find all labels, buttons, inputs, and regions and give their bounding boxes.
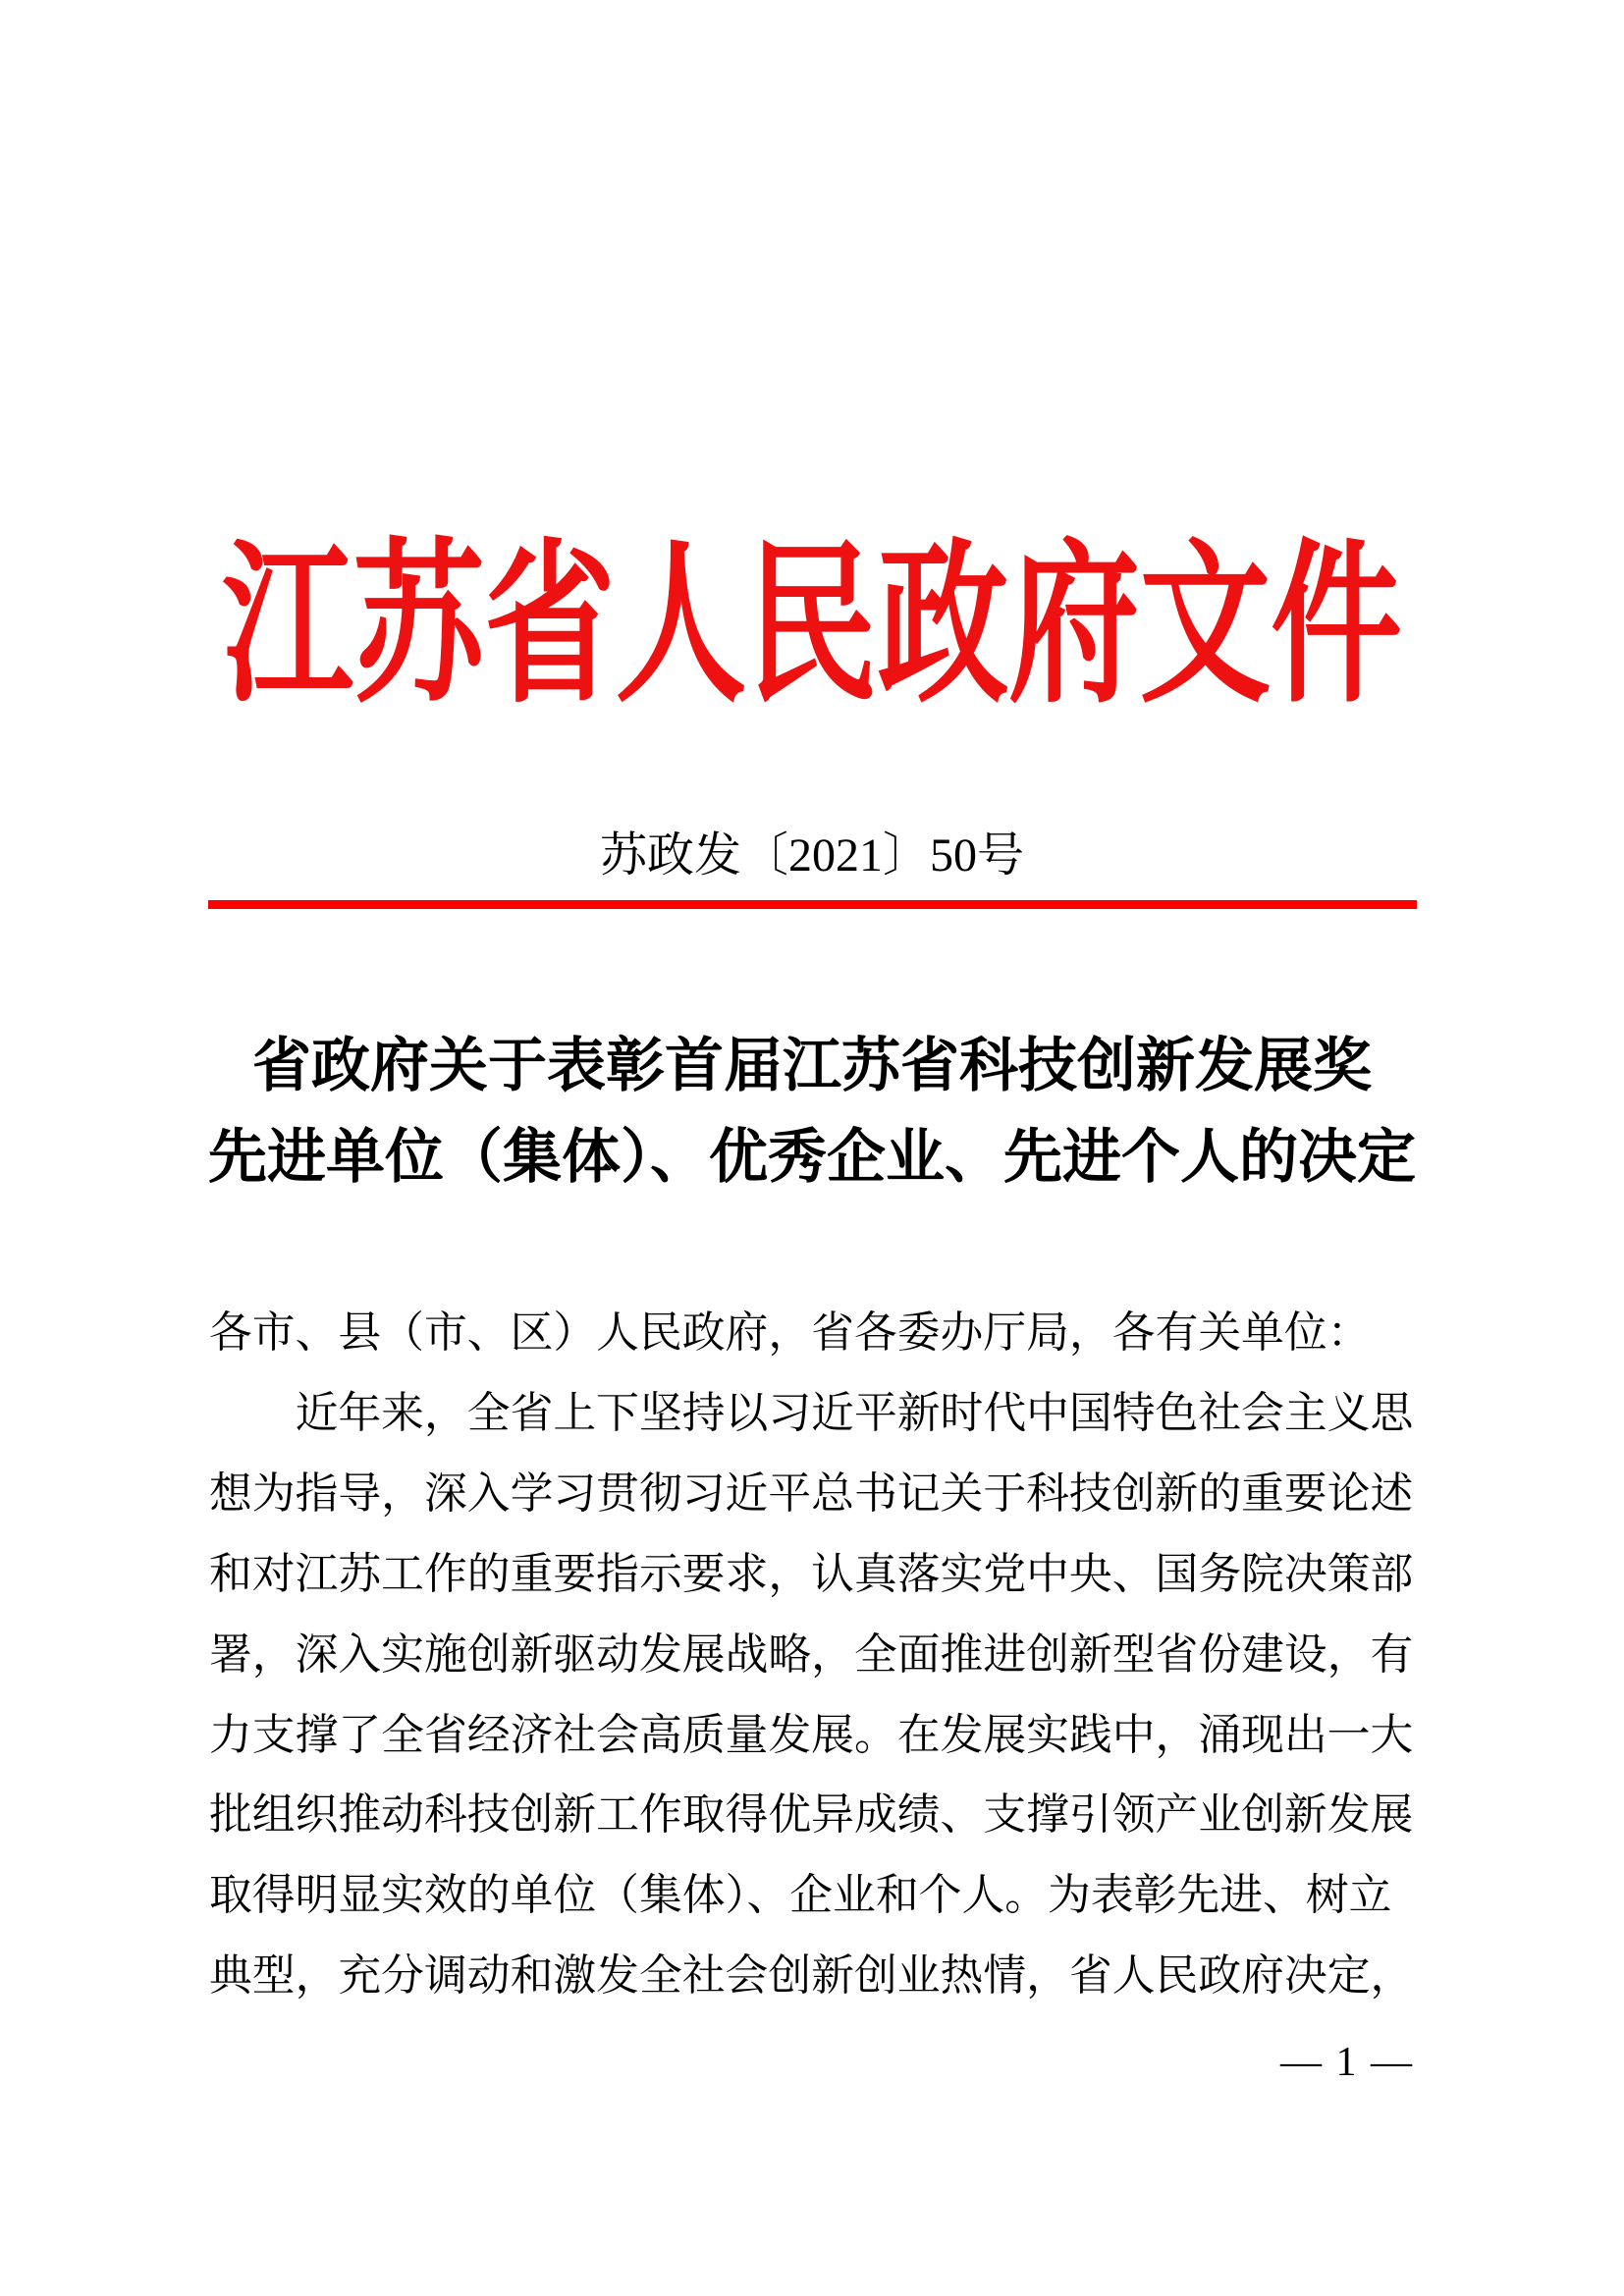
page-number: — 1 — [1280,2040,1414,2085]
body-line: 想为指导，深入学习贯彻习近平总书记关于科技创新的重要论述 [209,1469,1414,1518]
letterhead-banner [0,528,1624,724]
red-separator-line [208,900,1417,909]
document-title [207,1021,1417,1203]
document-number: 苏政发〔2021〕50号 [599,829,1024,881]
body-line: 典型，充分调动和激发全社会创新创业热情，省人民政府决定， [209,1952,1414,2001]
body-line: 近年来，全省上下坚持以习近平新时代中国特色社会主义思 [295,1389,1414,1437]
document-title-line-2: 先进单位（集体）、优秀企业、先进个人的决定 [208,1125,1416,1190]
body-line-salutation: 各市、县（市、区）人民政府，省各委办厅局，各有关单位： [209,1309,1371,1357]
body-line: 力支撑了全省经济社会高质量发展。在发展实践中，涌现出一大 [209,1711,1414,1759]
body-line: 和对江苏工作的重要指示要求，认真落实党中央、国务院决策部 [209,1550,1414,1598]
document-body [209,1294,1419,2017]
letterhead-title: 江苏省人民政府文件 [222,529,1402,723]
body-line: 批组织推动科技创新工作取得优异成绩、支撑引领产业创新发展 [209,1791,1414,1840]
body-line: 取得明显实效的单位（集体）、企业和个人。为表彰先进、树立 [209,1872,1392,1920]
document-title-line-1: 省政府关于表彰首届江苏省科技创新发展奖 [252,1034,1372,1098]
body-line: 署，深入实施创新驱动发展战略，全面推进创新型省份建设，有 [209,1630,1414,1679]
